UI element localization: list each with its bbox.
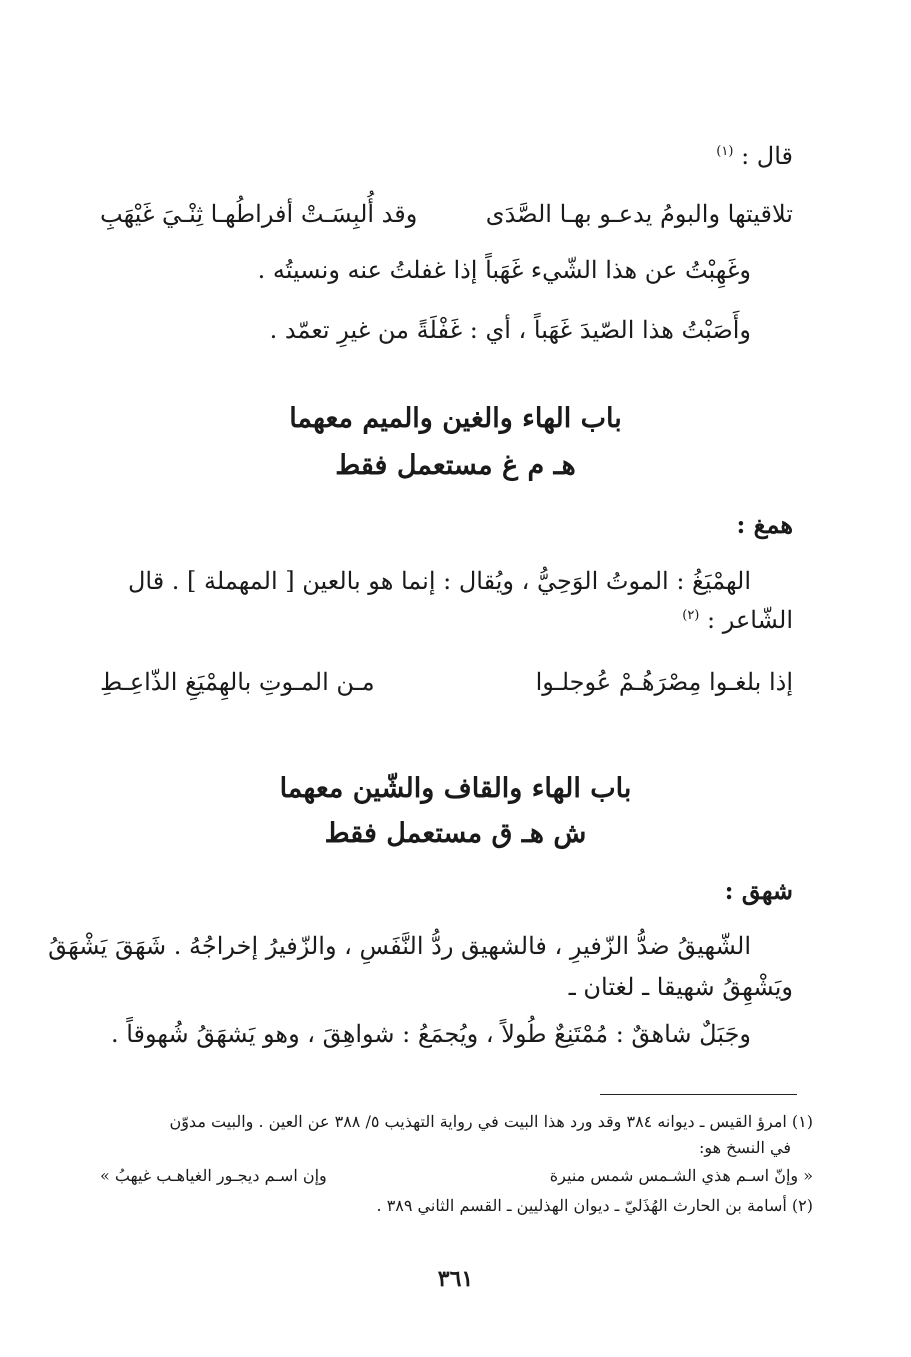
intro-line [100,142,793,170]
footnote-ref-1: (١) [716,144,734,159]
intro-text: قال : [741,142,793,170]
footnote-1-verse-first: « وإنّ اسـم هذي الشـمس شمس منيرة [549,1166,813,1185]
page-number: ٣٦١ [437,1266,474,1292]
section-1-subtitle: هـ م غ مستعمل فقط [335,450,576,481]
section-2-subtitle: ش هـ ق مستعمل فقط [324,818,587,849]
section-2-title: باب الهاء والقاف والشّين معهما [279,773,632,804]
section-1-title: باب الهاء والغين والميم معهما [289,403,622,434]
entry-2-line-1: الشّهيقُ ضدُّ الزّفيرِ ، فالشهيق ردُّ النَّفَسِ ، والزّفيرُ إخراجُهُ . شَهَقَ يَشْهَقُ [48,932,751,960]
verse-2 [100,668,793,696]
footnote-1-verse-second: وإن اسـم ديجـور الغياهـب غيهبُ » [100,1166,327,1185]
verse-2-first-hemistich: إذا بلغـوا مِصْرَهُـمْ عُوجلـوا [535,668,793,696]
paragraph-1: وغَهِبْتُ عن هذا الشّيء غَهَباً إذا غفلتُ عنه ونسيتُه . [257,256,751,284]
entry-2-line-2: ويَشْهِقُ شهيقا ـ لغتان ـ [568,973,793,1001]
entry-2-line-3: وجَبَلٌ شاهقٌ : مُمْتَنِعٌ طُولاً ، ويُجمَعُ : شواهِقَ ، وهو يَشهَقُ شُهوقاً . [110,1020,751,1048]
footnote-separator [600,1094,797,1095]
verse-1-first-hemistich: تلاقيتها والبومُ يدعـو بهـا الصَّدَى [485,200,793,228]
footnote-1-verse [100,1166,813,1185]
footnote-1-line-2: في النسخ هو: [699,1138,791,1157]
footnote-ref-2: (٢) [682,608,700,623]
entry-1-line-2 [100,606,793,634]
entry-1-line-2-text: الشّاعر : [707,606,793,634]
footnote-2: (٢) أسامة بن الحارث الهُذَليّ ـ ديوان الهذليين ـ القسم الثاني ٣٨٩ . [376,1196,813,1215]
verse-2-second-hemistich: مـن المـوتِ بالهِمْيَغِ الذّاعِـطِ [100,668,375,696]
entry-1-label: همغ : [736,510,793,539]
verse-1 [100,200,793,228]
verse-1-second-hemistich: وقد أُلبِسَـتْ أفراطُهـا ثِنْـيَ غَيْهَبِ [100,200,418,228]
entry-1-line-1: الهمْيَغُ : الموتُ الوَحِيُّ ، ويُقال : إنما هو بالعين [ المهملة ] . قال [127,567,751,595]
entry-2-label: شهق : [724,876,793,905]
paragraph-2: وأَصَبْتُ هذا الصّيدَ غَهَباً ، أي : غَفْلَةً من غيرِ تعمّد . [269,316,751,344]
footnote-1-line-1: (١) امرؤ القيس ـ ديوانه ٣٨٤ وقد ورد هذا البيت في رواية التهذيب ٥/ ٣٨٨ عن العين . والبيت مدوّن [169,1112,813,1131]
